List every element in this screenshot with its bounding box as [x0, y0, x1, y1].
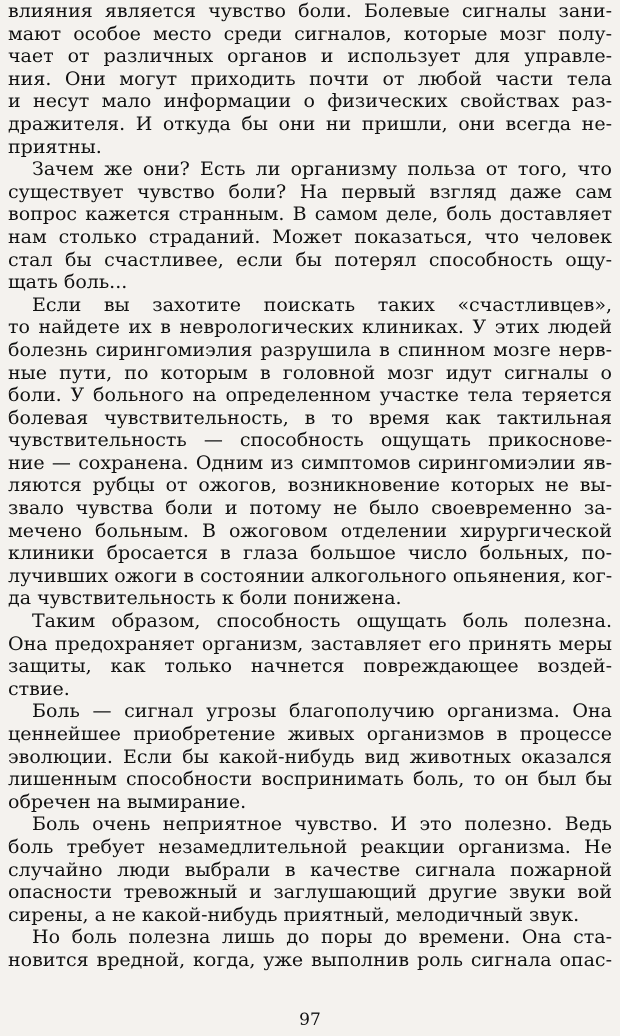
paragraph — [8, 610, 612, 700]
text-line: Таким образом, способность ощущать боль полезна. — [32, 610, 612, 633]
text-line: ные пути, по которым в головной мозг идут сигналы о — [8, 361, 612, 384]
text-line: болезнь сирингомиэлия разрушила в спинном мозге нерв- — [8, 338, 612, 361]
text-line: Она предохраняет организм, заставляет его принять меры — [8, 632, 612, 655]
text-line: эволюции. Если бы какой-нибудь вид животных оказался — [8, 745, 612, 768]
text-line: звало чувства боли и потому не было своевременно за- — [8, 497, 612, 520]
paragraph — [8, 926, 612, 971]
text-line: Боль очень неприятное чувство. И это полезно. Ведь — [32, 813, 612, 836]
text-line: опасности тревожный и заглушающий другие звуки вой — [8, 881, 612, 904]
text-line: болевая чувствительность, в то время как тактильная — [8, 406, 612, 429]
text-line: Но боль полезна лишь до поры до времени. Она ста- — [32, 926, 612, 949]
text-line: ние — сохранена. Одним из симптомов сирингомиэлии яв- — [8, 451, 612, 474]
text-line: нам столько страданий. Может показаться, что человек — [8, 225, 612, 248]
text-line: вопрос кажется странным. В самом деле, боль доставляет — [8, 203, 612, 226]
paragraph — [8, 700, 612, 813]
text-line: обречен на вымирание. — [8, 790, 247, 813]
text-line: да чувствительность к боли понижена. — [8, 587, 402, 610]
text-line: существует чувство боли? На первый взгляд даже сам — [8, 180, 612, 203]
text-line: случайно люди выбрали в качестве сигнала пожарной — [8, 858, 612, 881]
text-line: мают особое место среди сигналов, которые мозг полу- — [8, 22, 612, 45]
text-line: боли. У больного на определенном участке тела теряется — [8, 384, 612, 407]
text-line: ствие. — [8, 677, 70, 700]
text-line: чает от различных органов и использует для управле- — [8, 45, 612, 68]
page-number: 97 — [299, 1010, 321, 1030]
text-line: новится вредной, когда, уже выполнив роль сигнала опас- — [8, 948, 612, 971]
text-line: Если вы захотите поискать таких «счастливцев», — [32, 293, 612, 316]
text-line: лучивших ожоги в состоянии алкогольного опьянения, ког- — [8, 564, 612, 587]
text-line: клиники бросается в глаза большое число больных, по- — [8, 542, 612, 565]
text-line: чувствительность — способность ощущать прикоснове- — [8, 429, 612, 452]
text-line: Зачем же они? Есть ли организму польза от того, что — [32, 158, 612, 181]
text-line: дражителя. И откуда бы они ни пришли, они всегда не- — [8, 112, 612, 135]
text-line: приятны. — [8, 135, 102, 158]
text-line: ляются рубцы от ожогов, возникновение которых не вы- — [8, 474, 612, 497]
text-line: лишенным способности воспринимать боль, то он был бы — [8, 768, 612, 791]
text-line: и несут мало информации о физических свойствах раз- — [8, 90, 612, 113]
paragraph — [8, 813, 612, 926]
paragraph — [8, 158, 612, 294]
text-line: ценнейшее приобретение живых организмов в процессе — [8, 723, 612, 745]
paragraph — [8, 0, 612, 158]
text-line: влияния является чувство боли. Болевые сигналы зани- — [8, 0, 612, 22]
paragraph — [8, 294, 612, 610]
text-line: сирены, а не какой-нибудь приятный, мелодичный звук. — [8, 903, 580, 926]
body-text — [8, 0, 612, 972]
text-line: щать боль... — [8, 271, 128, 294]
text-line: мечено больным. В ожоговом отделении хирургической — [8, 519, 612, 542]
text-line: стал бы счастливее, если бы потерял способность ощу- — [8, 248, 612, 271]
text-line: то найдете их в неврологических клиниках. У этих людей — [8, 316, 612, 339]
text-line: Боль — сигнал угрозы благополучию организма. Она — [32, 700, 612, 723]
text-line: ния. Они могут приходить почти от любой части тела — [8, 67, 612, 90]
text-line: защиты, как только начнется повреждающее воздей- — [8, 655, 612, 678]
text-line: боль требует незамедлительной реакции организма. Не — [8, 835, 612, 858]
